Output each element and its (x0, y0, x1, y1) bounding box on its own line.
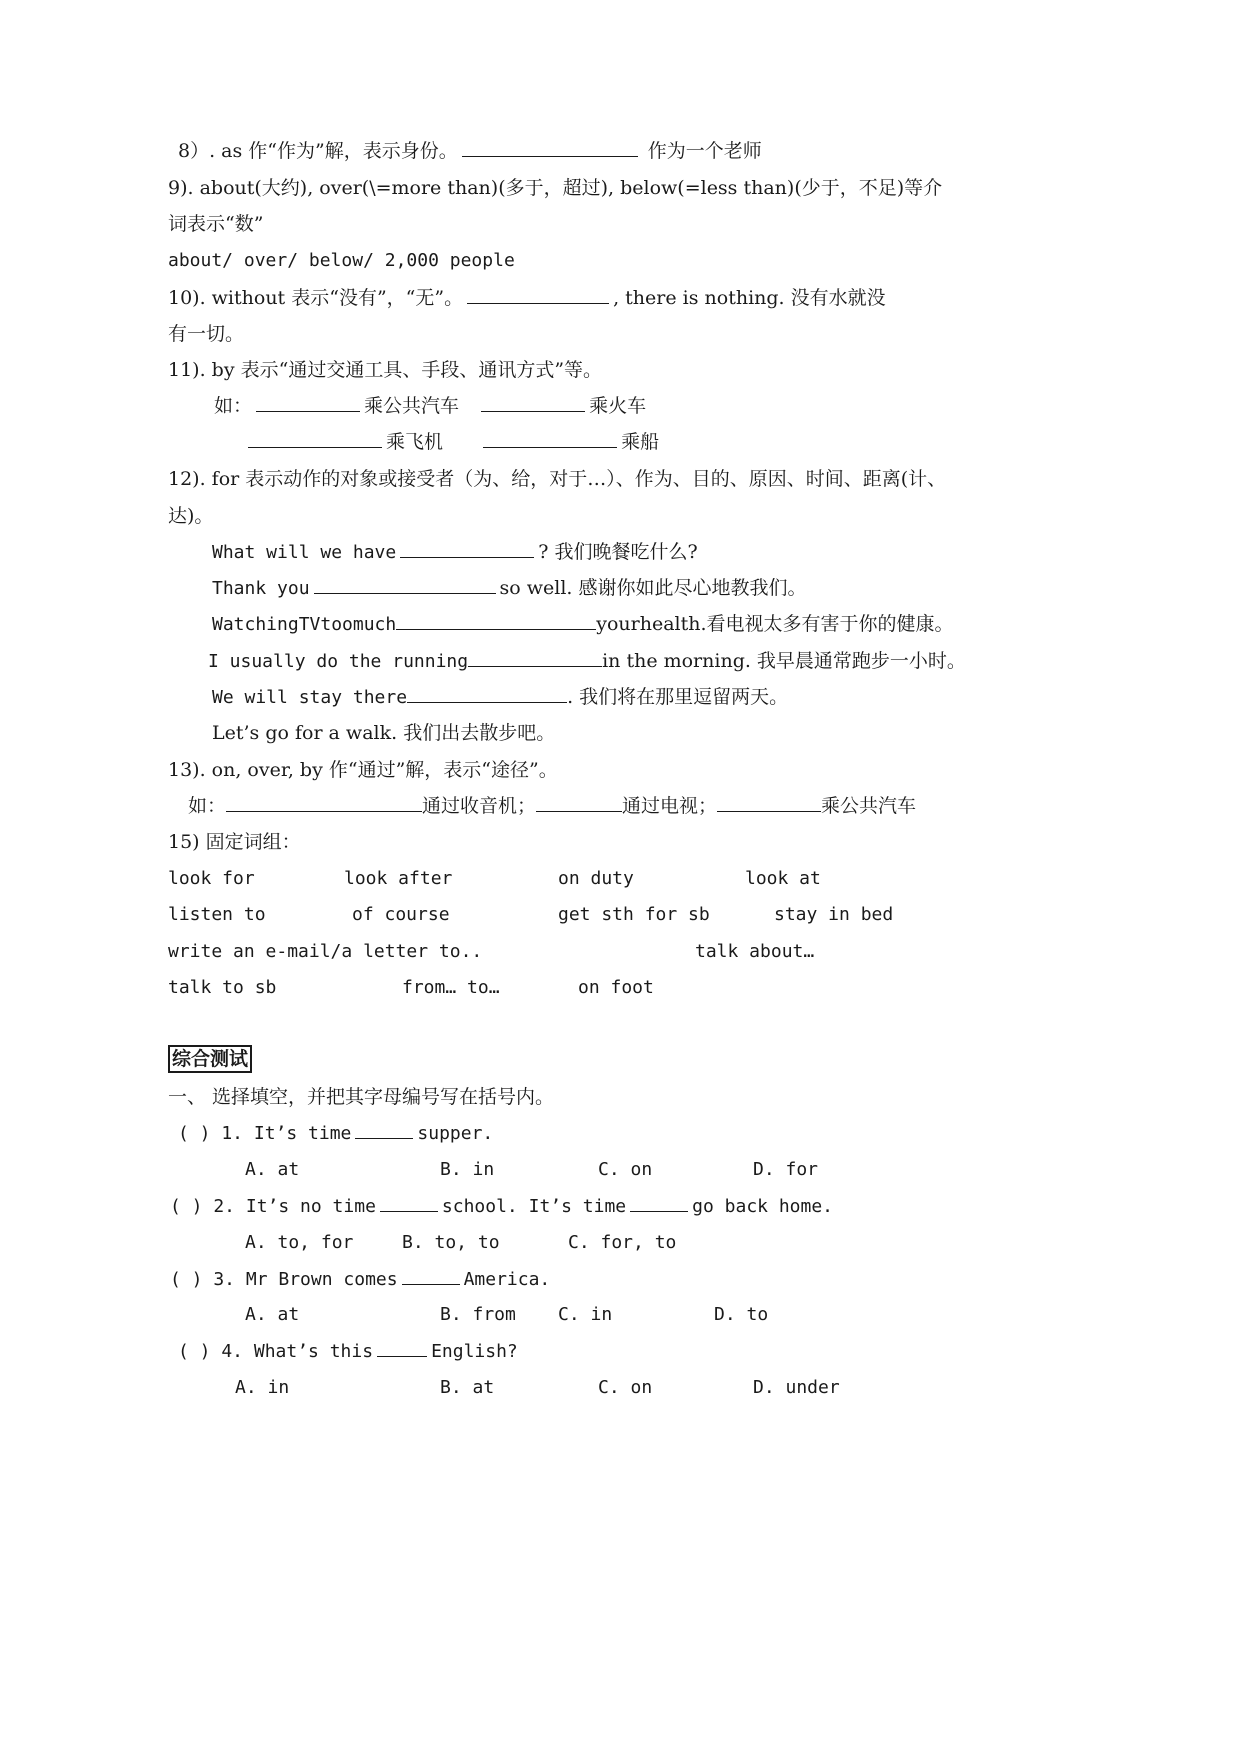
option[interactable]: D. for (753, 1159, 819, 1180)
item-13-row: 如： 通过收音机； 通过电视； 乘公共汽车 (188, 795, 917, 817)
blank-field[interactable] (400, 556, 534, 558)
example-5: We will stay there . 我们将在那里逗留两天。 (212, 686, 789, 708)
option[interactable]: B. at (440, 1377, 495, 1398)
blank-field[interactable] (717, 810, 821, 812)
instruction: 一、 选择填空，并把其字母编号写在括号内。 (168, 1086, 555, 1108)
blank-field[interactable] (226, 810, 422, 812)
phrase: on foot (578, 977, 654, 998)
phrase: write an e-mail/a letter to.. (168, 941, 483, 962)
blank-field[interactable] (481, 410, 585, 412)
answer-blank[interactable] (630, 1210, 688, 1212)
item-11: 11). by 表示“通过交通工具、手段、通讯方式”等。 (168, 359, 603, 381)
phrase: talk to sb (168, 977, 277, 998)
blank-field[interactable] (314, 592, 496, 594)
phrase: from… to… (402, 977, 500, 998)
example-6: Let’s go for a walk. 我们出去散步吧。 (212, 722, 556, 744)
phrase: look after (344, 868, 453, 889)
option[interactable]: D. under (753, 1377, 840, 1398)
phrase: talk about… (695, 941, 815, 962)
section-title: 综合测试 (168, 1050, 252, 1069)
question-3: ( ) 3. Mr Brown comes America. (170, 1269, 551, 1290)
blank-field[interactable] (468, 665, 602, 667)
item-12-line1: 12). for 表示动作的对象或接受者（为、给，对于…）、作为、目的、原因、时间、距离(计、 (168, 468, 947, 490)
item-13: 13). on, over, by 作“通过”解，表示“途径”。 (168, 759, 558, 781)
phrase: stay in bed (774, 904, 894, 925)
item-10-line1: 10). without 表示“没有”，“无”。 , there is nothing. 没有水就没 (168, 287, 886, 309)
blank-field[interactable] (467, 302, 609, 304)
item-11-row2: 乘飞机 乘船 (244, 433, 659, 452)
item-9-line2: 词表示“数” (168, 213, 264, 235)
blank-field[interactable] (248, 446, 382, 448)
blank-field[interactable] (462, 155, 638, 157)
phrase: listen to (168, 904, 266, 925)
option[interactable]: A. in (235, 1377, 290, 1398)
phrase: get sth for sb (558, 904, 710, 925)
answer-blank[interactable] (355, 1137, 413, 1139)
option[interactable]: C. in (558, 1304, 613, 1325)
item-10-line2: 有一切。 (168, 323, 245, 345)
phrase: look at (745, 868, 821, 889)
option[interactable]: A. to, for (245, 1232, 354, 1253)
example-2: Thank you so well. 感谢你如此尽心地教我们。 (212, 577, 807, 599)
question-4: ( ) 4. What’s this English? (178, 1341, 518, 1362)
blank-field[interactable] (483, 446, 617, 448)
option[interactable]: C. for, to (568, 1232, 677, 1253)
answer-blank[interactable] (377, 1355, 427, 1357)
option[interactable]: B. to, to (402, 1232, 500, 1253)
example-4: I usually do the running in the morning. 我早晨通常跑步一小时。 (208, 650, 966, 672)
phrase: of course (352, 904, 450, 925)
blank-field[interactable] (407, 701, 567, 703)
option[interactable]: B. from (440, 1304, 516, 1325)
item-9-line1: 9). about(大约), over(\=more than)(多于，超过), below(=less than)(少于，不足)等介 (168, 177, 943, 199)
option[interactable]: C. on (598, 1159, 653, 1180)
answer-blank[interactable] (402, 1283, 460, 1285)
item-12-line2: 达)。 (168, 505, 214, 527)
item-11-row1: 如： 乘公共汽车 乘火车 (214, 395, 647, 417)
answer-blank[interactable] (380, 1210, 438, 1212)
phrase: on duty (558, 868, 634, 889)
item-15: 15) 固定词组： (168, 831, 301, 853)
blank-field[interactable] (396, 628, 596, 630)
option[interactable]: D. to (714, 1304, 769, 1325)
option[interactable]: A. at (245, 1159, 300, 1180)
example-3: WatchingTVtoomuch yourhealth.看电视太多有害于你的健康。 (212, 613, 954, 635)
option[interactable]: A. at (245, 1304, 300, 1325)
option[interactable]: C. on (598, 1377, 653, 1398)
option[interactable]: B. in (440, 1159, 495, 1180)
item-8: 8）. as 作“作为”解，表示身份。 作为一个老师 (178, 140, 762, 162)
question-2: ( ) 2. It’s no time school. It’s time go back home. (170, 1196, 834, 1217)
blank-field[interactable] (536, 810, 622, 812)
question-1: ( ) 1. It’s time supper. (178, 1123, 494, 1144)
blank-field[interactable] (256, 410, 360, 412)
item-9-example: about/ over/ below/ 2,000 people (168, 250, 515, 271)
example-1: What will we have ? 我们晚餐吃什么? (212, 541, 698, 563)
phrase: look for (168, 868, 255, 889)
